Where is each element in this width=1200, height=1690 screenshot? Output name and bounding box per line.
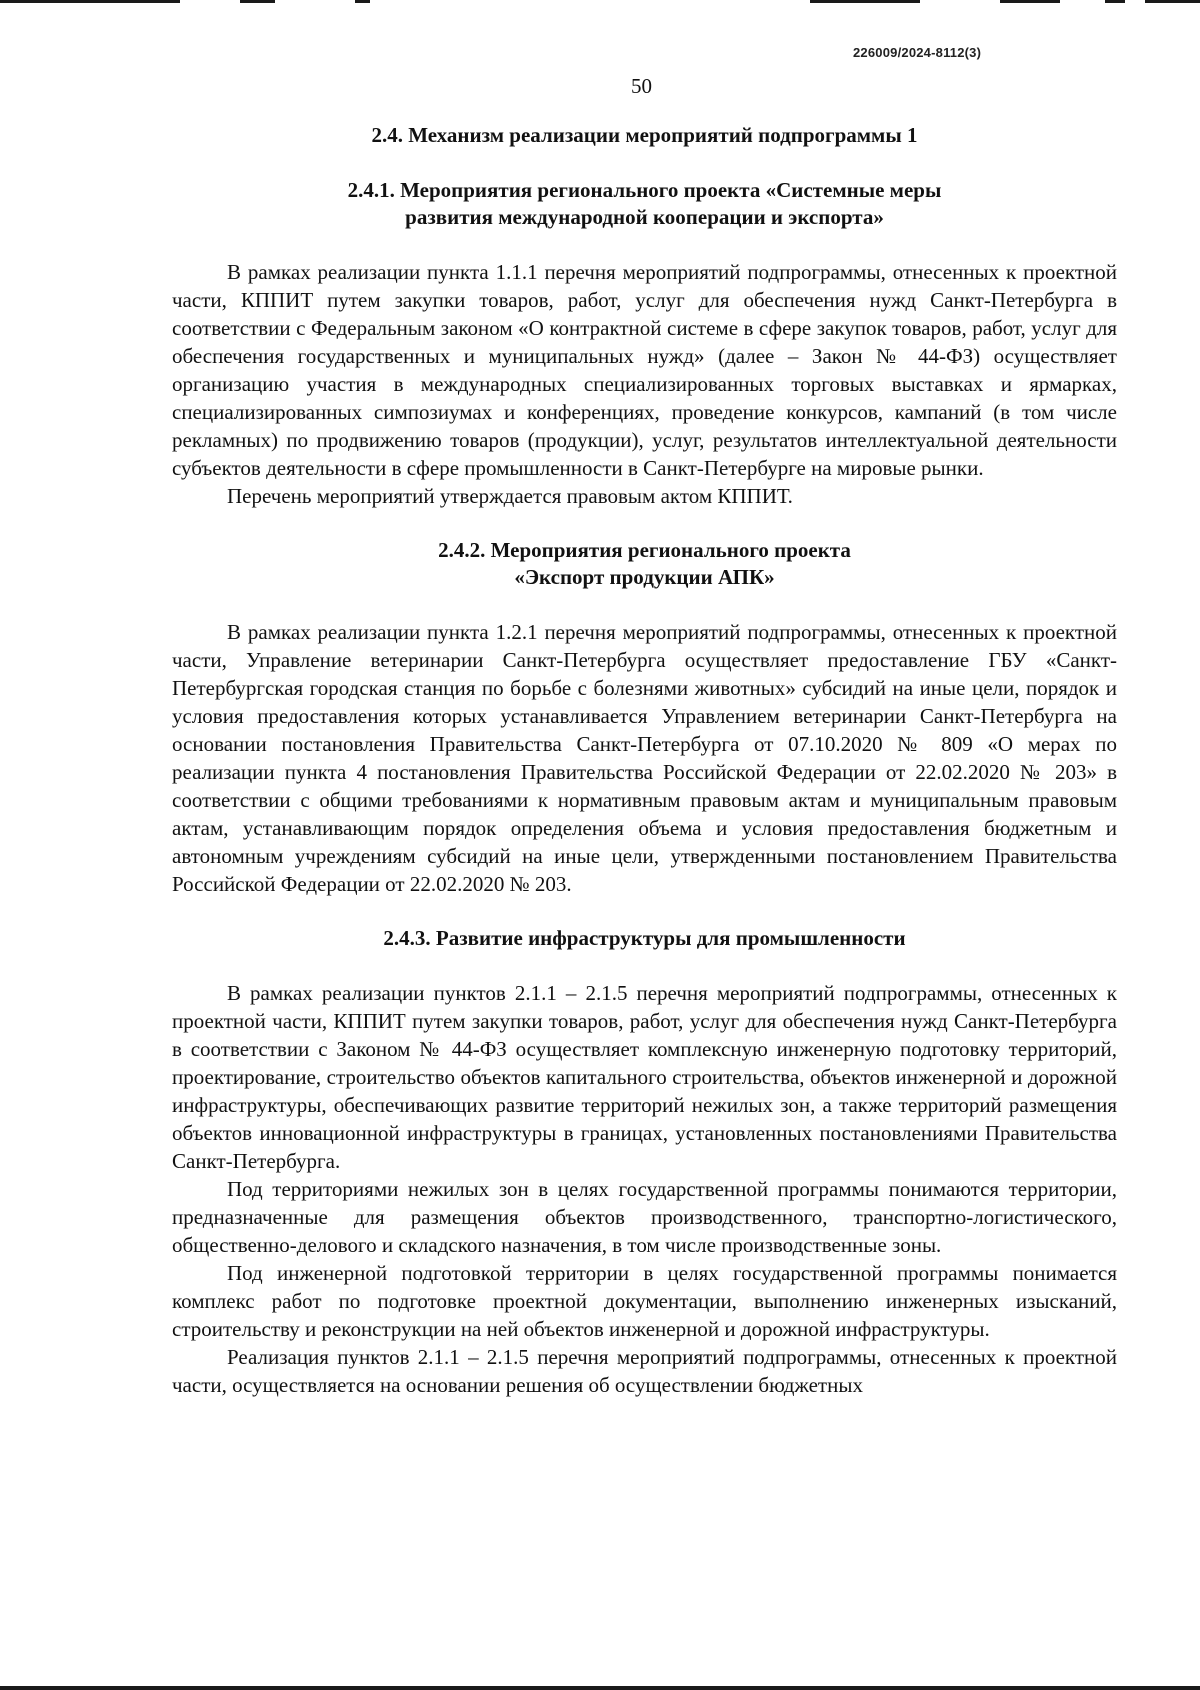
section-2-4-3-paragraph: Под инженерной подготовкой территории в целях государственной программы понимается комплекс работ по подготовке проектной документации, выполнению инженерных изысканий, строительству и реконструкции на ней объектов инженерной и дорожной инфраструктуры. [172,1261,1117,1341]
section-2-4-3-paragraph: В рамках реализации пунктов 2.1.1 – 2.1.5 перечня мероприятий подпрограммы, отнесенных к проектной части, КППИТ путем закупки товаров, работ, услуг для обеспечения нужд Санкт-Петербурга в соответствии с Законом № 44-ФЗ осуществляет комплексную инженерную подготовку территорий, проектирование, строительство объектов капитального строительства, объектов инженерной и дорожной инфраструктуры, обеспечивающих развитие территорий нежилых зон, а также территорий размещения объектов инновационной инфраструктуры в границах, установленных постановлениями Правительства Санкт-Петербурга. [172,981,1117,1173]
page-number: 50 [631,74,652,98]
section-2-4-2-paragraph: В рамках реализации пункта 1.2.1 перечня мероприятий подпрограммы, отнесенных к проектной части, Управление ветеринарии Санкт-Петербурга осуществляет предоставление ГБУ «Санкт-Петербургская городская станция по борьбе с болезнями животных» субсидий на иные цели, порядок и условия предоставления которых устанавливается Управлением ветеринарии Санкт-Петербурга на основании постановления Правительства Санкт-Петербурга от 07.10.2020 № 809 «О мерах по реализации пункта 4 постановления Правительства Российской Федерации от 22.02.2020 № 203» в соответствии с общими требованиями к нормативным правовым актам и муниципальным правовым актам, устанавливающим порядок определения объема и условия предоставления бюджетным и автономным учреждениям субсидий на иные цели, утвержденными постановлением Правительства Российской Федерации от 22.02.2020 № 203. [172,620,1117,896]
section-2-4-3-paragraph: Реализация пунктов 2.1.1 – 2.1.5 перечня мероприятий подпрограммы, отнесенных к проектной части, осуществляется на основании решения об осуществлении бюджетных [172,1345,1117,1397]
scan-border-gap [920,0,1000,3]
document-id: 226009/2024-8112(3) [853,45,982,60]
scan-border-bottom [0,1686,1200,1690]
scan-border-gap [1125,0,1145,3]
section-2-4-1-paragraph: В рамках реализации пункта 1.1.1 перечня мероприятий подпрограммы, отнесенных к проектной части, КППИТ путем закупки товаров, работ, услуг для обеспечения нужд Санкт-Петербурга в соответствии с Федеральным законом «О контрактной системе в сфере закупок товаров, работ, услуг для обеспечения государственных и муниципальных нужд» (далее – Закон № 44-ФЗ) осуществляет организацию участия в международных специализированных торговых выставках и ярмарках, специализированных симпозиумах и конференциях, проведение конкурсов, кампаний (в том числе рекламных) по продвижению товаров (продукции), услуг, результатов интеллектуальной деятельности субъектов деятельности в сфере промышленности в Санкт-Петербурге на мировые рынки. [172,260,1117,480]
scan-border-gap [180,0,240,3]
scan-border-gap [1060,0,1105,3]
document-body [172,122,1117,1399]
scan-border-gap [370,0,810,3]
section-2-4-1-title-line-2: развития международной кооперации и экспорта» [405,205,884,229]
section-2-4-2-title-line-1: 2.4.2. Мероприятия регионального проекта [438,538,851,562]
section-2-4-1-paragraph: Перечень мероприятий утверждается правовым актом КППИТ. [227,484,793,508]
section-2-4-3-paragraph: Под территориями нежилых зон в целях государственной программы понимаются территории, предназначенные для размещения объектов производственного, транспортно-логистического, общественно-делового и складского назначения, в том числе производственные зоны. [172,1177,1117,1257]
section-2-4-3-title: 2.4.3. Развитие инфраструктуры для промышленности [383,926,906,950]
main-heading: 2.4. Механизм реализации мероприятий подпрограммы 1 [371,123,918,147]
section-2-4-1-title-line-1: 2.4.1. Мероприятия регионального проекта «Системные меры [347,178,942,202]
section-2-4-2-title-line-2: «Экспорт продукции АПК» [514,565,775,589]
scan-border-gap [275,0,355,3]
